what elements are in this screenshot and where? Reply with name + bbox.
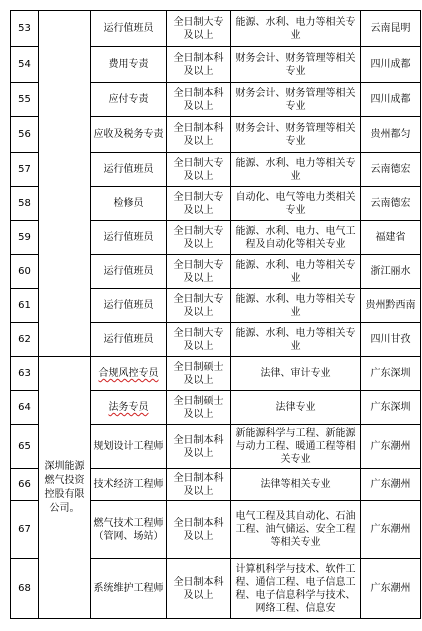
major-cell: 能源、水利、电力等相关专业 bbox=[231, 289, 361, 323]
education-cell: 全日制大专及以上 bbox=[167, 255, 231, 289]
education-cell: 全日制硕士及以上 bbox=[167, 357, 231, 391]
row-number: 68 bbox=[11, 559, 39, 619]
major-cell: 能源、水利、电力等相关专业 bbox=[231, 323, 361, 357]
education-cell: 全日制硕士及以上 bbox=[167, 391, 231, 425]
location-cell: 贵州都匀 bbox=[361, 117, 421, 153]
position-cell: 运行值班员 bbox=[91, 153, 167, 187]
education-cell: 全日制本科及以上 bbox=[167, 469, 231, 501]
row-number: 63 bbox=[11, 357, 39, 391]
position-cell: 法务专员 bbox=[91, 391, 167, 425]
row-number: 57 bbox=[11, 153, 39, 187]
major-cell: 财务会计、财务管理等相关专业 bbox=[231, 83, 361, 117]
major-cell: 能源、水利、电力、电气工程及自动化等相关专业 bbox=[231, 221, 361, 255]
table-row bbox=[11, 11, 421, 47]
education-cell: 全日制大专及以上 bbox=[167, 153, 231, 187]
education-cell: 全日制本科及以上 bbox=[167, 425, 231, 469]
row-number: 56 bbox=[11, 117, 39, 153]
education-cell: 全日制本科及以上 bbox=[167, 501, 231, 559]
position-cell: 系统维护工程师 bbox=[91, 559, 167, 619]
education-cell: 全日制本科及以上 bbox=[167, 83, 231, 117]
education-cell: 全日制本科及以上 bbox=[167, 117, 231, 153]
row-number: 67 bbox=[11, 501, 39, 559]
position-cell: 合规风控专员 bbox=[91, 357, 167, 391]
location-cell: 云南昆明 bbox=[361, 11, 421, 47]
row-number: 64 bbox=[11, 391, 39, 425]
position-cell: 运行值班员 bbox=[91, 255, 167, 289]
education-cell: 全日制本科及以上 bbox=[167, 559, 231, 619]
education-cell: 全日制大专及以上 bbox=[167, 11, 231, 47]
position-cell: 运行值班员 bbox=[91, 11, 167, 47]
location-cell: 广东潮州 bbox=[361, 559, 421, 619]
row-number: 59 bbox=[11, 221, 39, 255]
row-number: 66 bbox=[11, 469, 39, 501]
location-cell: 四川成都 bbox=[361, 83, 421, 117]
row-number: 53 bbox=[11, 11, 39, 47]
location-cell: 广东潮州 bbox=[361, 501, 421, 559]
position-cell: 费用专责 bbox=[91, 47, 167, 83]
major-cell: 财务会计、财务管理等相关专业 bbox=[231, 47, 361, 83]
row-number: 62 bbox=[11, 323, 39, 357]
major-cell: 计算机科学与技术、软件工程、通信工程、电子信息工程、电子信息科学与技术、网络工程、信息安 bbox=[231, 559, 361, 619]
major-cell: 能源、水利、电力等相关专业 bbox=[231, 153, 361, 187]
location-cell: 广东深圳 bbox=[361, 357, 421, 391]
position-cell: 燃气技术工程师（管网、场站） bbox=[91, 501, 167, 559]
education-cell: 全日制本科及以上 bbox=[167, 47, 231, 83]
location-cell: 广东潮州 bbox=[361, 469, 421, 501]
major-cell: 新能源科学与工程、新能源与动力工程、暖通工程等相关专业 bbox=[231, 425, 361, 469]
major-cell: 法律、审计专业 bbox=[231, 357, 361, 391]
location-cell: 四川甘孜 bbox=[361, 323, 421, 357]
location-cell: 四川成都 bbox=[361, 47, 421, 83]
location-cell: 云南德宏 bbox=[361, 187, 421, 221]
major-cell: 能源、水利、电力等相关专业 bbox=[231, 255, 361, 289]
position-cell: 应付专责 bbox=[91, 83, 167, 117]
location-cell: 广东潮州 bbox=[361, 425, 421, 469]
location-cell: 广东深圳 bbox=[361, 391, 421, 425]
major-cell: 法律等相关专业 bbox=[231, 469, 361, 501]
row-number: 55 bbox=[11, 83, 39, 117]
major-cell: 自动化、电气等电力类相关专业 bbox=[231, 187, 361, 221]
major-cell: 能源、水利、电力等相关专业 bbox=[231, 11, 361, 47]
education-cell: 全日制大专及以上 bbox=[167, 187, 231, 221]
location-cell: 云南德宏 bbox=[361, 153, 421, 187]
location-cell: 福建省 bbox=[361, 221, 421, 255]
row-number: 60 bbox=[11, 255, 39, 289]
table-row bbox=[11, 357, 421, 391]
location-cell: 贵州黔西南 bbox=[361, 289, 421, 323]
position-cell: 应收及税务专责 bbox=[91, 117, 167, 153]
location-cell: 浙江丽水 bbox=[361, 255, 421, 289]
education-cell: 全日制大专及以上 bbox=[167, 323, 231, 357]
position-cell: 技术经济工程师 bbox=[91, 469, 167, 501]
position-cell: 运行值班员 bbox=[91, 323, 167, 357]
position-cell: 检修员 bbox=[91, 187, 167, 221]
position-cell: 运行值班员 bbox=[91, 221, 167, 255]
education-cell: 全日制大专及以上 bbox=[167, 289, 231, 323]
education-cell: 全日制大专及以上 bbox=[167, 221, 231, 255]
row-number: 61 bbox=[11, 289, 39, 323]
row-number: 54 bbox=[11, 47, 39, 83]
row-number: 58 bbox=[11, 187, 39, 221]
company-cell-empty bbox=[39, 11, 91, 357]
position-cell: 运行值班员 bbox=[91, 289, 167, 323]
major-cell: 法律专业 bbox=[231, 391, 361, 425]
major-cell: 电气工程及其自动化、石油工程、油气储运、安全工程等相关专业 bbox=[231, 501, 361, 559]
row-number: 65 bbox=[11, 425, 39, 469]
position-cell: 规划设计工程师 bbox=[91, 425, 167, 469]
major-cell: 财务会计、财务管理等相关专业 bbox=[231, 117, 361, 153]
company-name-cell: 深圳能源燃气投资控股有限公司。 bbox=[39, 357, 91, 619]
recruitment-table bbox=[10, 10, 421, 619]
